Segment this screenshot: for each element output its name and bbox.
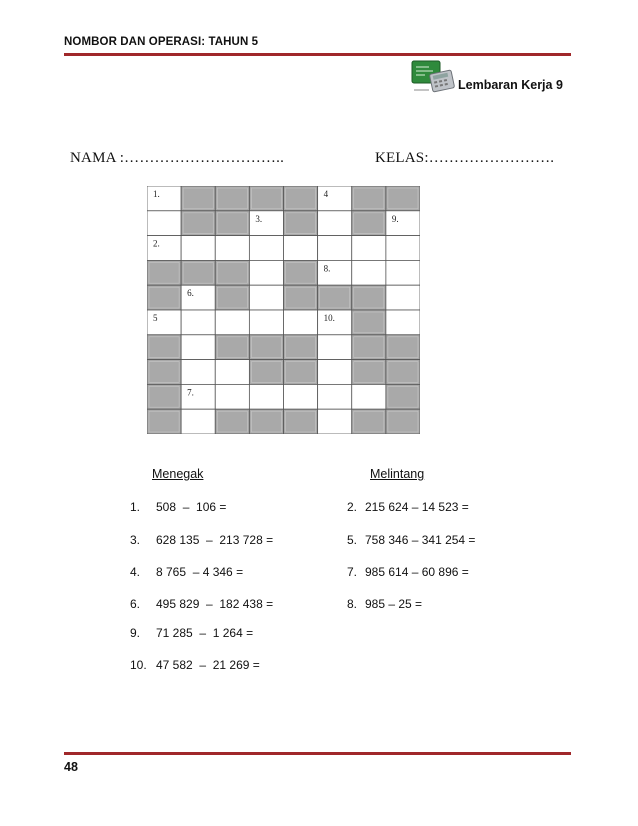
- crossword-cell-open[interactable]: [215, 384, 249, 409]
- crossword-cell-open[interactable]: [386, 310, 420, 335]
- clue-text: 985 614 – 60 896 =: [365, 565, 469, 579]
- crossword-cell-open[interactable]: [181, 409, 215, 434]
- crossword-cell-shaded: [352, 335, 386, 360]
- crossword-cell-shaded: [352, 409, 386, 434]
- crossword-clue-number: 1.: [153, 189, 160, 199]
- crossword-cell-shaded: [352, 360, 386, 385]
- crossword-cell-shaded: [147, 360, 181, 385]
- crossword-cell-shaded: [147, 409, 181, 434]
- down-heading: Menegak: [152, 467, 204, 481]
- crossword-clue-number: 9.: [391, 213, 399, 224]
- clue-text: 985 – 25 =: [365, 597, 423, 611]
- chalkboard-calculator-icon: [409, 60, 457, 94]
- crossword-cell-shaded: [386, 186, 420, 211]
- clue-text: 508 – 106 =: [156, 500, 227, 514]
- across-heading: Melintang: [370, 467, 425, 481]
- clue-text: 628 135 – 213 728 =: [156, 533, 274, 547]
- across-clue-5: [347, 533, 475, 547]
- crossword-cell-open[interactable]: [318, 384, 352, 409]
- across-clue-7: [347, 565, 469, 579]
- crossword-cell-shaded: [386, 335, 420, 360]
- class-field[interactable]: KELAS:…………………….: [375, 150, 555, 166]
- footer-divider: [64, 752, 571, 755]
- down-clue-10: [130, 658, 260, 672]
- clue-text: 8 765 – 4 346 =: [156, 565, 244, 579]
- crossword-clue-number: 10.: [323, 313, 335, 323]
- crossword-cell-shaded: [215, 335, 249, 360]
- crossword-cell-open[interactable]: [318, 236, 352, 261]
- clue-number: 9.: [130, 626, 141, 640]
- crossword-cell-shaded: [284, 360, 318, 385]
- crossword-cell-open[interactable]: [215, 310, 249, 335]
- crossword-cell-shaded: [284, 260, 318, 285]
- crossword-cell-shaded: [215, 285, 249, 310]
- crossword-cell-open[interactable]: [386, 236, 420, 261]
- clue-number: 6.: [130, 597, 141, 611]
- crossword-cell-open[interactable]: [249, 310, 283, 335]
- worksheet-label: Lembaran Kerja 9: [458, 78, 563, 92]
- down-clue-9: [130, 626, 253, 640]
- clue-text: 47 582 – 21 269 =: [156, 658, 260, 672]
- crossword-cell-shaded: [147, 260, 181, 285]
- crossword-cell-open[interactable]: [249, 384, 283, 409]
- crossword-cell-open[interactable]: [181, 236, 215, 261]
- crossword-cell-shaded: [147, 285, 181, 310]
- crossword-cell-shaded: [318, 285, 352, 310]
- clue-number: 4.: [130, 565, 141, 579]
- clue-number: 8.: [347, 597, 358, 611]
- crossword-clue-number: 4: [323, 189, 329, 199]
- crossword-cell-shaded: [147, 384, 181, 409]
- clue-text: 215 624 – 14 523 =: [365, 500, 469, 514]
- crossword-cell-shaded: [284, 335, 318, 360]
- crossword-cell-open[interactable]: [284, 384, 318, 409]
- crossword-cell-open[interactable]: [352, 384, 386, 409]
- header-title: NOMBOR DAN OPERASI: TAHUN 5: [64, 36, 259, 48]
- crossword-cell-shaded: [181, 211, 215, 236]
- crossword-cell-shaded: [386, 384, 420, 409]
- crossword-clue-number: 5: [153, 313, 158, 323]
- crossword-cell-shaded: [249, 409, 283, 434]
- crossword-cell-shaded: [181, 260, 215, 285]
- down-clue-3: [130, 533, 273, 547]
- crossword-cell-shaded: [215, 186, 249, 211]
- crossword-cell-open[interactable]: [284, 310, 318, 335]
- crossword-cell-shaded: [284, 211, 318, 236]
- crossword-cell-shaded: [284, 285, 318, 310]
- page-number: 48: [64, 760, 78, 774]
- crossword-cell-shaded: [352, 310, 386, 335]
- clue-number: 7.: [347, 565, 358, 579]
- crossword-cell-shaded: [352, 211, 386, 236]
- crossword-cell-shaded: [352, 285, 386, 310]
- crossword-clue-number: 3.: [255, 213, 263, 224]
- crossword-cell-open[interactable]: [181, 335, 215, 360]
- name-field[interactable]: NAMA :…………………………..: [70, 150, 285, 166]
- crossword-clue-number: 8.: [323, 263, 331, 274]
- crossword-clue-number: 7.: [187, 387, 194, 398]
- across-clue-2: [347, 500, 469, 514]
- crossword-cell-shaded: [249, 360, 283, 385]
- crossword-cell-open[interactable]: [249, 285, 283, 310]
- crossword-cell-open[interactable]: [284, 236, 318, 261]
- crossword-cell-shaded: [249, 186, 283, 211]
- crossword-cell-open[interactable]: [181, 310, 215, 335]
- clue-text: 495 829 – 182 438 =: [156, 597, 274, 611]
- crossword-cell-open[interactable]: [147, 211, 181, 236]
- clue-number: 10.: [130, 658, 147, 672]
- crossword-grid: [147, 186, 420, 434]
- crossword-cell-open[interactable]: [352, 260, 386, 285]
- crossword-cell-shaded: [147, 335, 181, 360]
- clue-number: 2.: [347, 500, 358, 514]
- down-clue-1: [130, 500, 226, 514]
- header-divider: [64, 53, 571, 56]
- crossword-cell-open[interactable]: [352, 236, 386, 261]
- crossword-cell-open[interactable]: [249, 236, 283, 261]
- crossword-cell-shaded: [215, 211, 249, 236]
- clue-number: 1.: [130, 500, 141, 514]
- crossword-cell-shaded: [284, 409, 318, 434]
- crossword-cell-open[interactable]: [215, 236, 249, 261]
- crossword-cell-shaded: [284, 186, 318, 211]
- crossword-clue-number: 6.: [187, 288, 194, 299]
- crossword-cell-open[interactable]: [318, 409, 352, 434]
- clue-number: 3.: [130, 533, 141, 547]
- crossword-cell-shaded: [352, 186, 386, 211]
- down-clue-4: [130, 565, 243, 579]
- crossword-cell-shaded: [386, 360, 420, 385]
- crossword-cell-open[interactable]: [318, 335, 352, 360]
- crossword-cell-open[interactable]: [386, 260, 420, 285]
- crossword-cell-open[interactable]: [386, 285, 420, 310]
- clue-number: 5.: [347, 533, 358, 547]
- crossword-cell-open[interactable]: [318, 211, 352, 236]
- clue-text: 71 285 – 1 264 =: [156, 626, 254, 640]
- crossword-cell-shaded: [215, 260, 249, 285]
- crossword-cell-shaded: [181, 186, 215, 211]
- crossword-cell-shaded: [249, 335, 283, 360]
- crossword-cell-open[interactable]: [181, 360, 215, 385]
- across-clue-8: [347, 597, 422, 611]
- crossword-cell-shaded: [215, 409, 249, 434]
- crossword-cell-open[interactable]: [318, 360, 352, 385]
- clue-text: 758 346 – 341 254 =: [365, 533, 476, 547]
- crossword-cell-shaded: [386, 409, 420, 434]
- crossword-cell-open[interactable]: [215, 360, 249, 385]
- crossword-clue-number: 2.: [153, 238, 160, 249]
- crossword-cell-open[interactable]: [249, 260, 283, 285]
- down-clue-6: [130, 597, 273, 611]
